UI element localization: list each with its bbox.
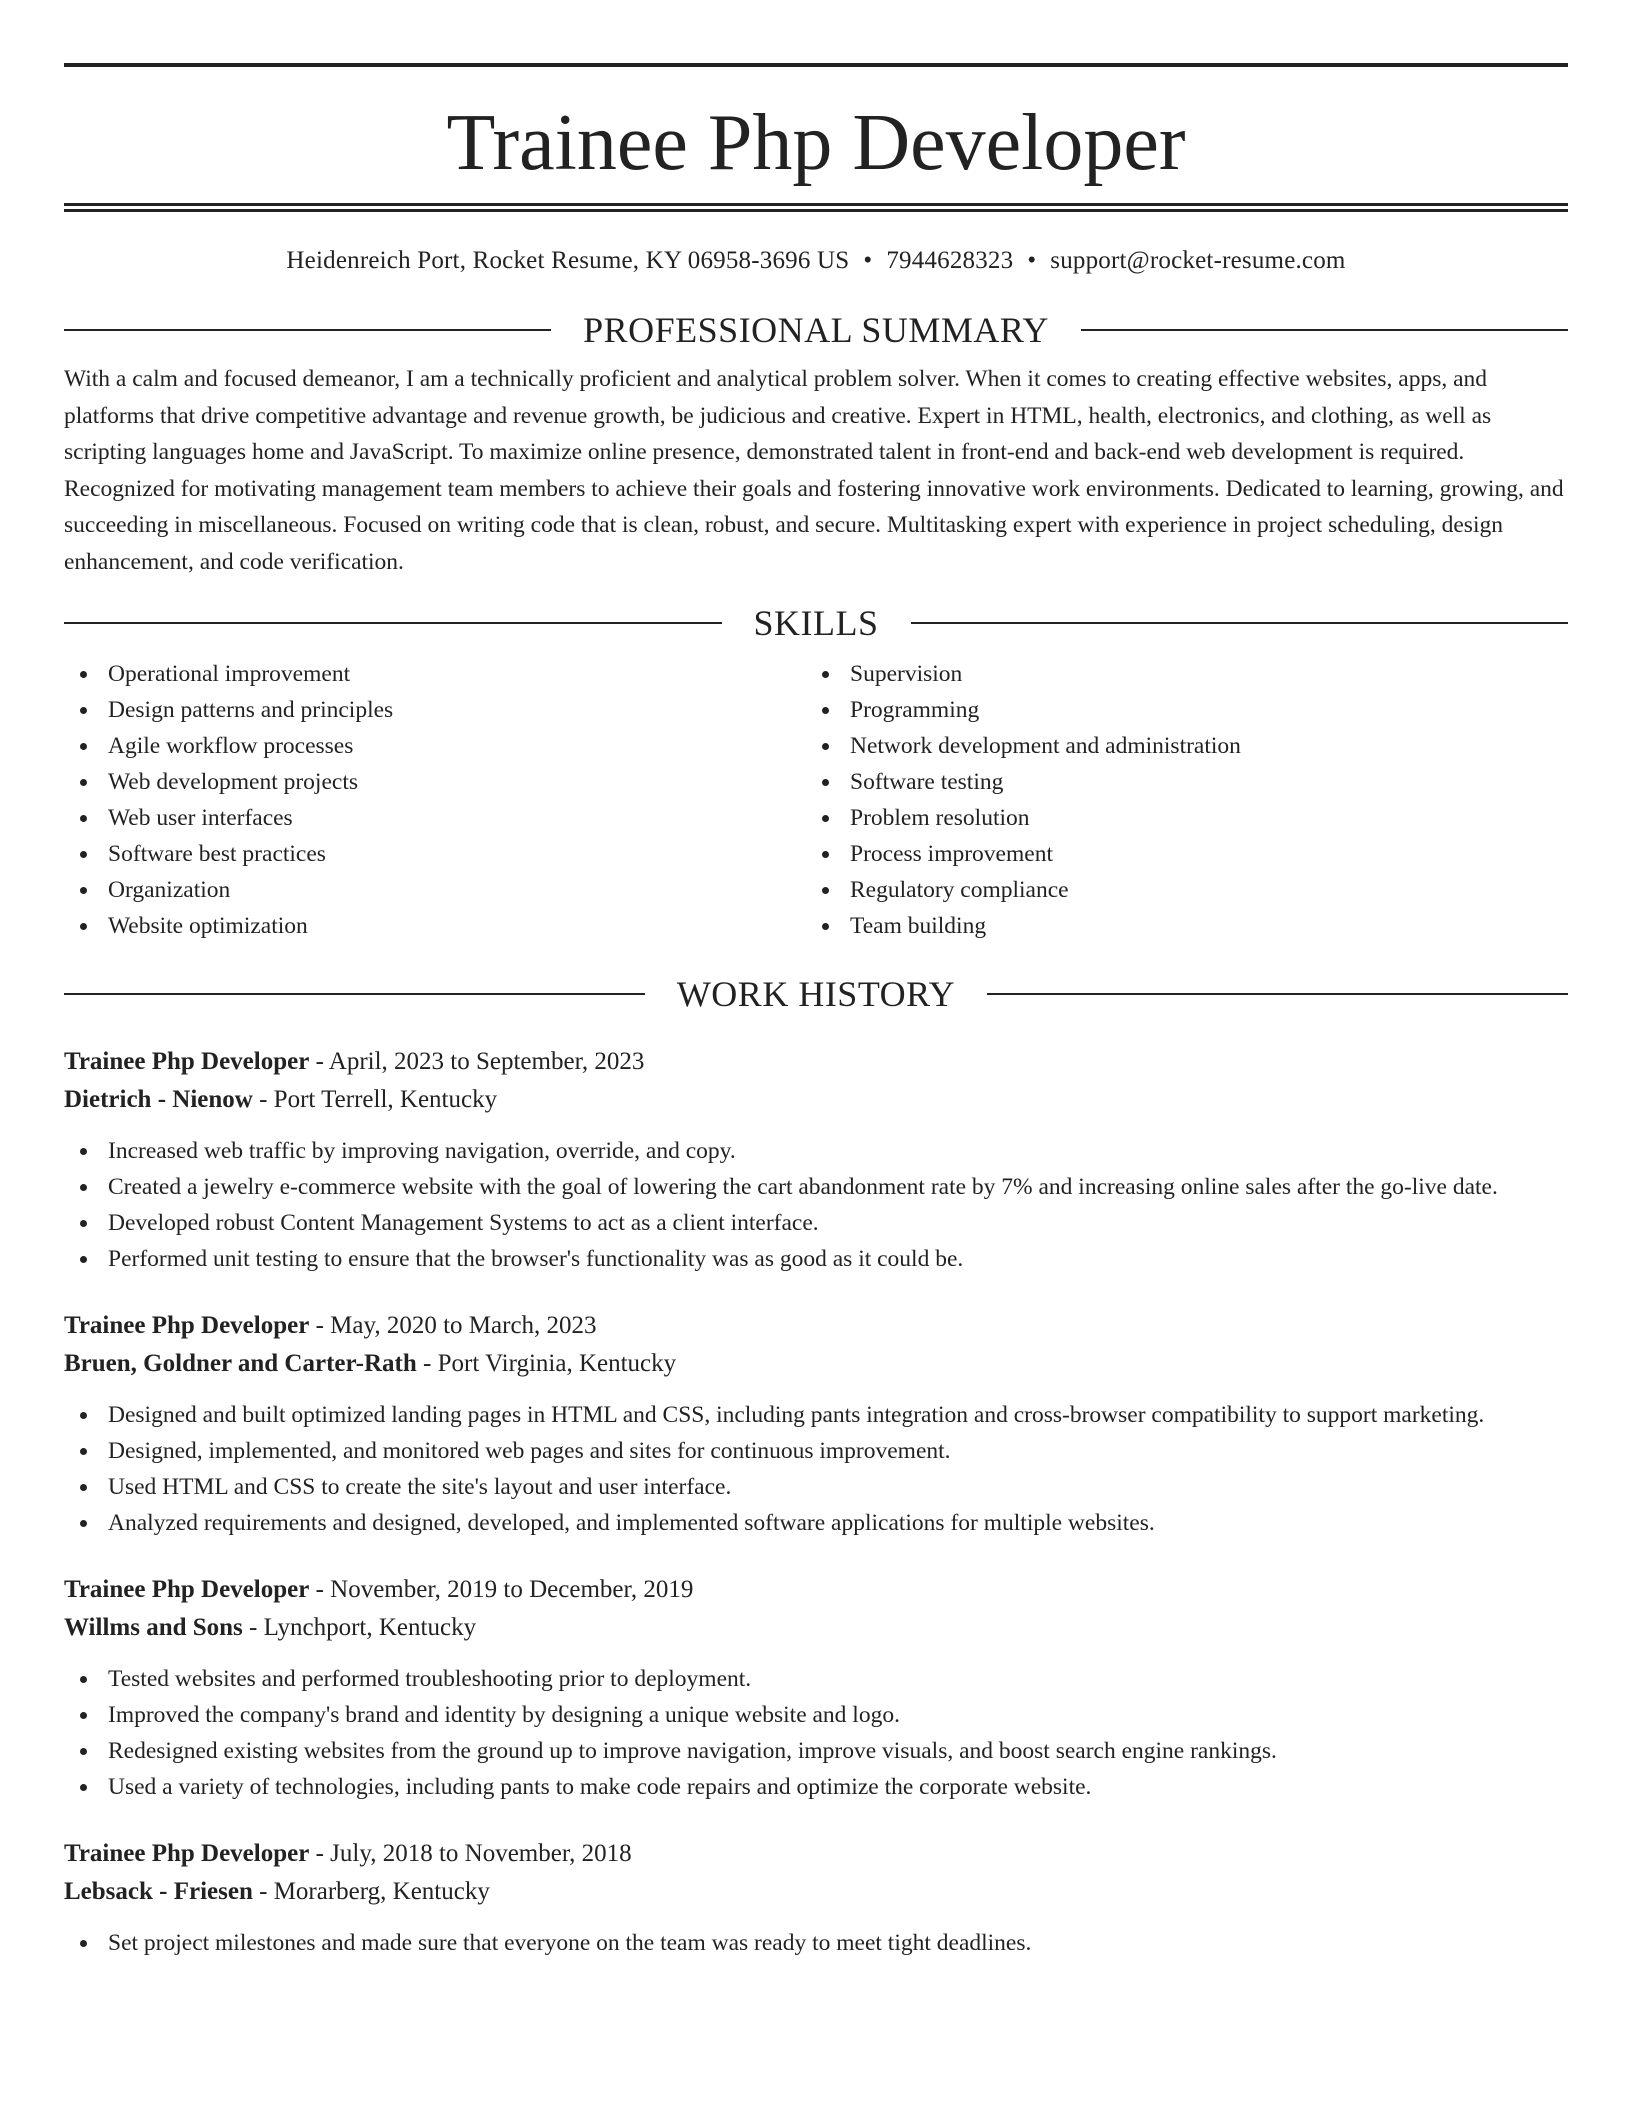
job-role: Trainee Php Developer — [64, 1048, 310, 1075]
skill-item: Problem resolution — [806, 800, 1548, 836]
job-bullet: Created a jewelry e-commerce website with the goal of lowering the cart abandonment rate by 7% and increasing online sales after the go-live date. — [64, 1169, 1568, 1205]
job-bullet: Designed, implemented, and monitored web pages and sites for continuous improvement. — [64, 1433, 1568, 1469]
job-role: Trainee Php Developer — [64, 1312, 310, 1339]
heading-rule-right — [1081, 329, 1568, 331]
job-bullet: Performed unit testing to ensure that the browser's functionality was as good as it could be. — [64, 1241, 1568, 1277]
job-bullet: Tested websites and performed troubleshooting prior to deployment. — [64, 1661, 1568, 1697]
skills-list-left — [64, 656, 806, 944]
job-dates: - November, 2019 to December, 2019 — [309, 1576, 694, 1603]
job-bullets — [64, 1661, 1568, 1805]
contact-email: support@rocket-resume.com — [1050, 247, 1346, 274]
job-dates: - May, 2020 to March, 2023 — [309, 1312, 597, 1339]
job-bullet: Developed robust Content Management Systems to act as a client interface. — [64, 1205, 1568, 1241]
skills-columns — [64, 656, 1568, 944]
summary-text: With a calm and focused demeanor, I am a technically proficient and analytical problem solver. When it comes to creating effective websites, apps, and platforms that drive competitive advantage and revenue growth, be judicious and creative. Expert in HTML, health, electronics, and clothing, as well as scripting languages home and JavaScript. To maximize online presence, demonstrated talent in front-end and back-end web development is required. Recognized for motivating management team members to achieve their goals and fostering innovative work environments. Dedicated to learning, growing, and succeeding in miscellaneous. Focused on writing code that is clean, robust, and secure. Multitasking expert with experience in project scheduling, design enhancement, and code verification. — [64, 366, 1564, 575]
skill-item: Operational improvement — [64, 656, 806, 692]
heading-rule-right — [987, 993, 1568, 995]
skill-item: Design patterns and principles — [64, 692, 806, 728]
skill-item: Regulatory compliance — [806, 872, 1548, 908]
skill-item: Agile workflow processes — [64, 728, 806, 764]
contact-separator: • — [863, 247, 873, 274]
job-bullet: Used HTML and CSS to create the site's layout and user interface. — [64, 1469, 1568, 1505]
work-history-title: WORK HISTORY — [676, 974, 956, 1014]
job-title-line — [64, 1307, 1568, 1345]
resume-content — [64, 0, 1568, 1961]
skill-item: Web development projects — [64, 764, 806, 800]
job-bullet: Analyzed requirements and designed, developed, and implemented software applications for multiple websites. — [64, 1505, 1568, 1541]
job-company-line — [64, 1609, 1568, 1647]
job-company: Willms and Sons — [64, 1614, 243, 1641]
job-title-line — [64, 1835, 1568, 1873]
job-entry — [64, 1571, 1568, 1805]
job-entry — [64, 1307, 1568, 1541]
job-entry — [64, 1043, 1568, 1277]
job-bullet: Redesigned existing websites from the ground up to improve navigation, improve visuals, and boost search engine rankings. — [64, 1733, 1568, 1769]
job-bullets — [64, 1397, 1568, 1541]
skill-item: Team building — [806, 908, 1548, 944]
job-company-line — [64, 1873, 1568, 1911]
skills-list-right — [806, 656, 1548, 944]
job-company: Bruen, Goldner and Carter-Rath — [64, 1350, 417, 1377]
contact-phone: 7944628323 — [886, 247, 1014, 274]
top-rule — [64, 63, 1568, 67]
skill-item: Software best practices — [64, 836, 806, 872]
job-company: Dietrich - Nienow — [64, 1086, 253, 1113]
resume-name: Trainee Php Developer — [446, 99, 1186, 187]
job-company-line — [64, 1345, 1568, 1383]
skills-heading — [64, 602, 1568, 644]
skill-item: Network development and administration — [806, 728, 1548, 764]
job-company-line — [64, 1081, 1568, 1119]
skill-item: Process improvement — [806, 836, 1548, 872]
job-dates: - April, 2023 to September, 2023 — [309, 1048, 645, 1075]
heading-rule-left — [64, 622, 722, 624]
job-location: - Port Terrell, Kentucky — [252, 1086, 498, 1113]
summary-title: PROFESSIONAL SUMMARY — [583, 310, 1049, 350]
job-bullets — [64, 1925, 1568, 1961]
contact-line — [64, 245, 1568, 277]
contact-separator: • — [1027, 247, 1037, 274]
job-location: - Port Virginia, Kentucky — [416, 1350, 677, 1377]
skill-item: Programming — [806, 692, 1548, 728]
job-title-line — [64, 1571, 1568, 1609]
skill-item: Organization — [64, 872, 806, 908]
skill-item: Supervision — [806, 656, 1548, 692]
skills-title: SKILLS — [753, 603, 879, 643]
skill-item: Website optimization — [64, 908, 806, 944]
skill-item: Web user interfaces — [64, 800, 806, 836]
job-bullet: Improved the company's brand and identity by designing a unique website and logo. — [64, 1697, 1568, 1733]
job-bullet: Designed and built optimized landing pages in HTML and CSS, including pants integration and cross-browser compatibility to support marketing. — [64, 1397, 1568, 1433]
job-role: Trainee Php Developer — [64, 1840, 310, 1867]
job-location: - Lynchport, Kentucky — [242, 1614, 477, 1641]
job-location: - Morarberg, Kentucky — [252, 1878, 490, 1905]
heading-rule-left — [64, 993, 645, 995]
heading-rule-right — [911, 622, 1569, 624]
job-title-line — [64, 1043, 1568, 1081]
skill-item: Software testing — [806, 764, 1548, 800]
header-double-rule — [64, 203, 1568, 212]
job-dates: - July, 2018 to November, 2018 — [309, 1840, 632, 1867]
job-company: Lebsack - Friesen — [64, 1878, 253, 1905]
job-bullet: Set project milestones and made sure that everyone on the team was ready to meet tight deadlines. — [64, 1925, 1568, 1961]
work-history-heading — [64, 973, 1568, 1015]
job-bullet: Used a variety of technologies, including pants to make code repairs and optimize the corporate website. — [64, 1769, 1568, 1805]
contact-address: Heidenreich Port, Rocket Resume, KY 06958-3696 US — [286, 247, 850, 274]
job-bullets — [64, 1133, 1568, 1277]
job-role: Trainee Php Developer — [64, 1576, 310, 1603]
job-bullet: Increased web traffic by improving navigation, override, and copy. — [64, 1133, 1568, 1169]
summary-heading — [64, 309, 1568, 351]
job-entry — [64, 1835, 1568, 1961]
heading-rule-left — [64, 329, 551, 331]
